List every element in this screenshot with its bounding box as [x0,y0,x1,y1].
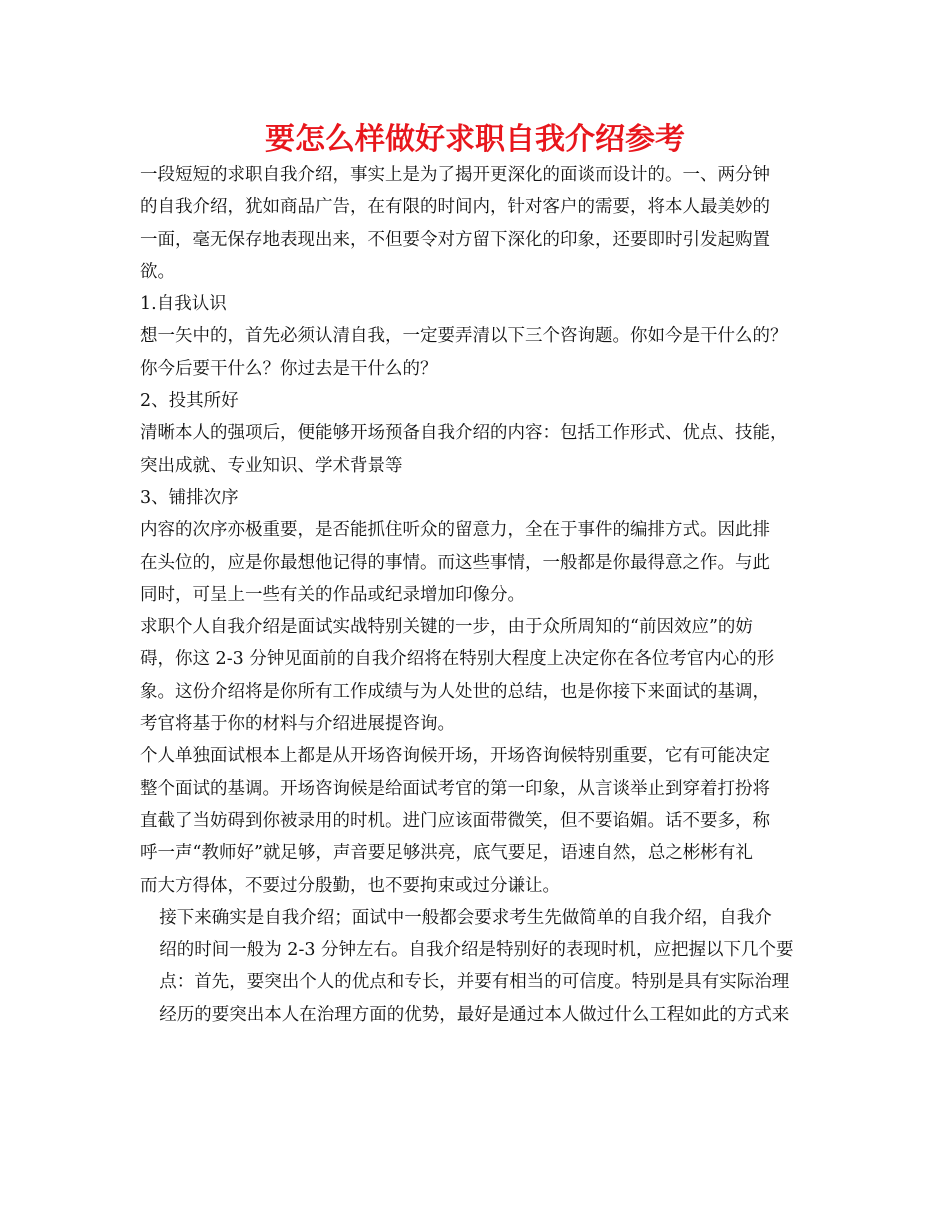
paragraph-strengths [140,417,830,482]
paragraph-job-intro [140,611,830,740]
text-line: 的自我介绍，犹如商品广告，在有限的时间内，针对客户的需要，将本人最美妙的 [140,197,770,218]
text-line: 内容的次序亦极重要，是否能抓住听众的留意力，全在于事件的编排方式。因此排 [140,520,770,541]
text-line: 绍的时间一般为 2-3 分钟左右。自我介绍是特别好的表现时机，应把握以下几个要 [159,940,794,961]
text-line: 1.自我认识 [140,294,227,315]
section-heading-3 [140,482,830,514]
text-line: 而大方得体，不要过分殷勤，也不要拘束或过分谦让。 [140,875,560,896]
text-line: 清晰本人的强项后，便能够开场预备自我介绍的内容：包括工作形式、优点、技能， [140,423,788,444]
text-line: 碍，你这 2-3 分钟见面前的自我介绍将在特别大程度上决定你在各位考官内心的形 [140,649,775,670]
text-line: 呼一声“教师好”就足够，声音要足够洪亮，底气要足，语速自然，总之彬彬有礼 [140,843,753,864]
text-line: 求职个人自我介绍是面试实战特别关键的一步，由于众所周知的“前因效应”的妨 [140,617,753,638]
paragraph-self-introduction [140,902,830,1031]
text-line: 2、投其所好 [140,391,239,412]
text-line: 一段短短的求职自我介绍，事实上是为了揭开更深化的面谈而设计的。一、两分钟 [140,165,770,185]
text-line: 经历的要突出本人在治理方面的优势，最好是通过本人做过什么工程如此的方式来 [159,1004,790,1025]
text-line: 欲。 [140,261,175,282]
paragraph-intro [140,159,830,288]
text-line: 一面，毫无保存地表现出来，不但要令对方留下深化的印象，还要即时引发起购置 [140,229,770,250]
text-line: 突出成就、专业知识、学术背景等 [140,455,403,476]
text-line: 象。这份介绍将是你所有工作成绩与为人处世的总结，也是你接下来面试的基调， [140,681,770,702]
text-line: 接下来确实是自我介绍；面试中一般都会要求考生先做简单的自我介绍，自我介 [159,907,772,928]
text-line: 点：首先，要突出个人的优点和专长，并要有相当的可信度。特别是具有实际治理 [159,972,790,993]
text-line: 同时，可呈上一些有关的作品或纪录增加印像分。 [140,584,525,605]
text-line: 想一矢中的，首先必须认清自我，一定要弄清以下三个咨询题。你如今是干什么的？ [140,326,788,347]
section-heading-1 [140,288,830,320]
text-line: 考官将基于你的材料与介绍进展提咨询。 [140,714,455,735]
text-line: 个人单独面试根本上都是从开场咨询候开场，开场咨询候特别重要，它有可能决定 [140,746,770,767]
text-line: 整个面试的基调。开场咨询候是给面试考官的第一印象，从言谈举止到穿着打扮将 [140,778,770,799]
document-body [140,159,830,1031]
text-line: 3、铺排次序 [140,487,239,508]
paragraph-interview-opening [140,740,830,901]
document-title: 要怎么样做好求职自我介绍参考 [265,122,685,157]
paragraph-order [140,514,830,611]
text-line: 你今后要干什么？你过去是干什么的？ [140,358,438,379]
section-heading-2 [140,385,830,417]
text-line: 在头位的，应是你最想他记得的事情。而这些事情，一般都是你最得意之作。与此 [140,552,770,573]
text-line: 直截了当妨碍到你被录用的时机。进门应该面带微笑，但不要谄媚。话不要多，称 [140,810,770,831]
paragraph-self-awareness [140,320,830,385]
